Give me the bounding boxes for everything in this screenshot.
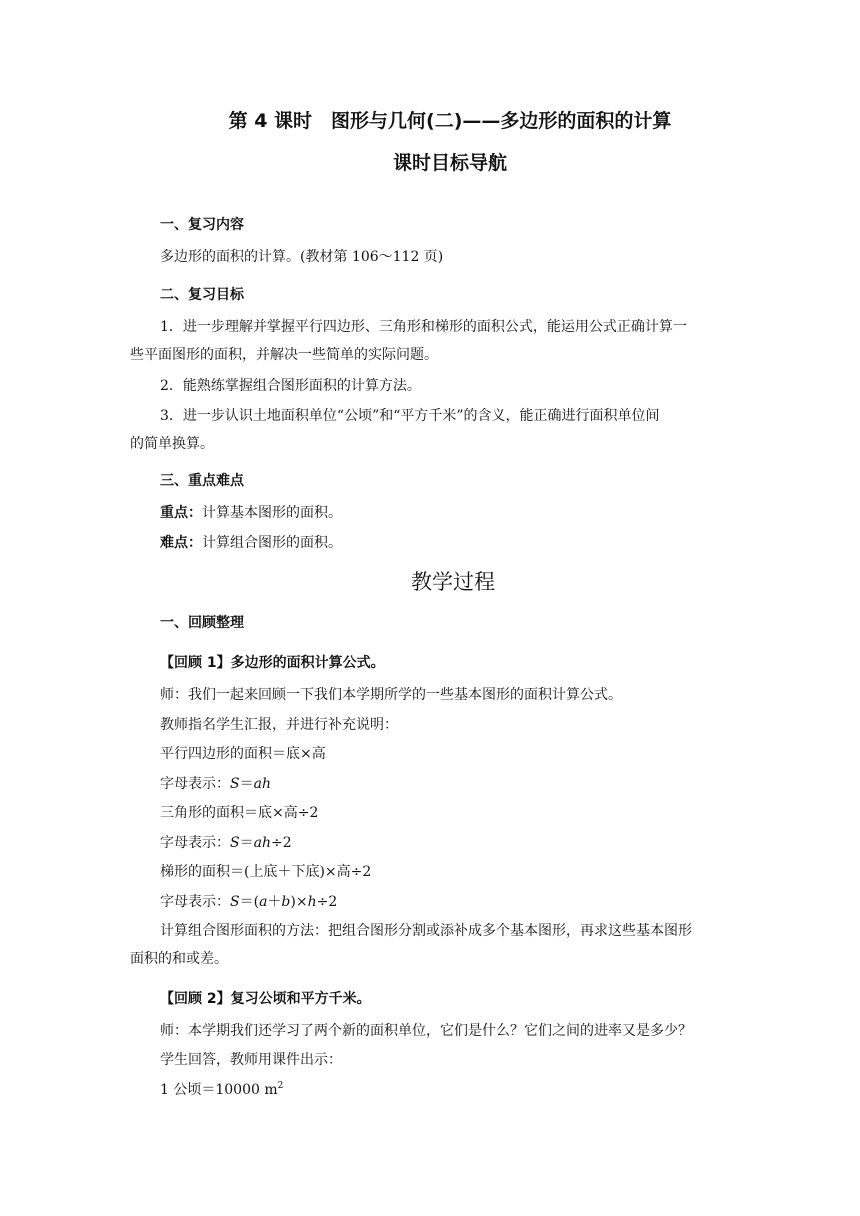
goal-item-3-line-2: 的简单换算。 <box>130 436 214 452</box>
review-content-text: 多边形的面积的计算。(教材第 106～112 页) <box>160 249 444 265</box>
section-heading-key-difficult: 三、重点难点 <box>160 473 244 489</box>
section-heading-review-content: 一、复习内容 <box>160 217 244 233</box>
unit-conversion-hectare: 1 公顷＝10000 $m^2$ <box>160 1081 284 1098</box>
lesson-subtitle: 课时目标导航 <box>392 152 507 174</box>
review-2-title: 【回顾 2】复习公顷和平方千米。 <box>160 991 371 1007</box>
lesson-title: 第 4 课时 图形与几何(二)——多边形的面积的计算 <box>228 110 672 132</box>
formula-trapezoid: 梯形的面积＝(上底＋下底)×高÷2 <box>160 864 372 880</box>
composite-method-line-1: 计算组合图形面积的方法：把组合图形分割或添补成多个基本图形，再求这些基本图形 <box>160 923 692 939</box>
instruction-1: 教师指名学生汇报，并进行补充说明： <box>160 717 398 733</box>
difficult-point-label: 难点： <box>160 535 202 551</box>
difficult-point-line <box>160 536 342 550</box>
section-heading-review-organize: 一、回顾整理 <box>160 615 244 631</box>
review-1-title: 【回顾 1】多边形的面积计算公式。 <box>160 655 385 671</box>
teacher-speech-2: 师：本学期我们还学习了两个新的面积单位，它们是什么？它们之间的进率又是多少？ <box>160 1023 692 1039</box>
section-heading-review-goals: 二、复习目标 <box>160 287 244 303</box>
composite-method-line-2: 面积的和或差。 <box>130 951 228 967</box>
goal-item-3-line-1: 3．进一步认识土地面积单位“公顷”和“平方千米”的含义，能正确进行面积单位间 <box>160 408 660 424</box>
key-point-text: 计算基本图形的面积。 <box>202 505 342 521</box>
teaching-process-title: 教学过程 <box>411 570 495 594</box>
key-point-label: 重点： <box>160 505 202 521</box>
formula-parallelogram: 平行四边形的面积＝底×高 <box>160 746 326 762</box>
goal-item-2: 2．能熟练掌握组合图形面积的计算方法。 <box>160 378 421 394</box>
formula-trapezoid-letters: 字母表示：S＝(a＋b)×h÷2 <box>160 894 338 910</box>
goal-item-1-line-2: 些平面图形的面积，并解决一些简单的实际问题。 <box>130 347 438 363</box>
goal-item-1-line-1: 1．进一步理解并掌握平行四边形、三角形和梯形的面积公式，能运用公式正确计算一 <box>160 319 687 335</box>
instruction-2: 学生回答，教师用课件出示： <box>160 1052 342 1068</box>
formula-triangle-letters: 字母表示：S＝ah÷2 <box>160 835 292 851</box>
teacher-speech-1: 师：我们一起来回顾一下我们本学期所学的一些基本图形的面积计算公式。 <box>160 687 622 703</box>
difficult-point-text: 计算组合图形的面积。 <box>202 535 342 551</box>
formula-triangle: 三角形的面积＝底×高÷2 <box>160 805 319 821</box>
key-point-line <box>160 506 342 520</box>
formula-parallelogram-letters: 字母表示：S＝ah <box>160 776 271 792</box>
